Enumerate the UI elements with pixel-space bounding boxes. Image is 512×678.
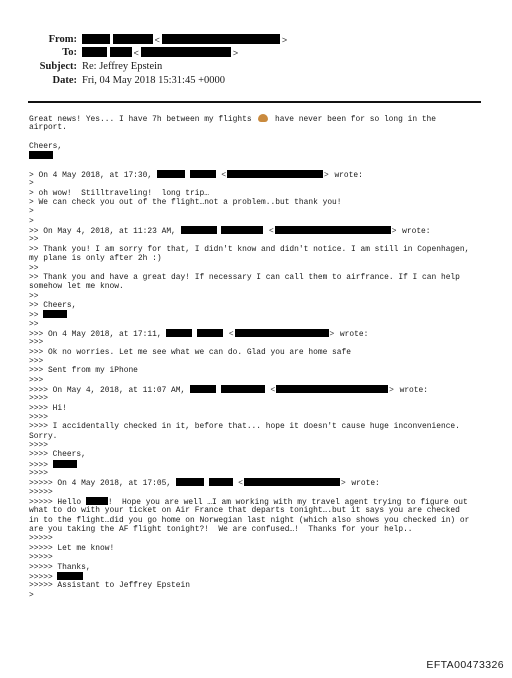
quote-line: > bbox=[29, 590, 34, 600]
to-label: To: bbox=[62, 47, 77, 58]
redaction-bar bbox=[86, 497, 108, 505]
quote-line: > bbox=[29, 216, 34, 226]
header-divider bbox=[28, 101, 481, 103]
quote-line: > We can check you out of the flight…not a problem..but thank you! bbox=[29, 198, 342, 208]
quote-line: >>>> Hi! bbox=[29, 403, 67, 413]
quote-line: >>>> bbox=[29, 394, 48, 404]
monkey-emoji-icon bbox=[258, 114, 268, 122]
date-value: Fri, 04 May 2018 15:31:45 +0000 bbox=[82, 75, 226, 86]
quote-line: >>>>> bbox=[29, 572, 499, 581]
redaction-bar bbox=[57, 572, 83, 580]
redaction-bar bbox=[157, 170, 185, 178]
date-row bbox=[0, 74, 512, 88]
redaction-bar bbox=[181, 226, 217, 234]
quote-line: >> bbox=[29, 235, 39, 245]
body-line: Cheers, bbox=[29, 142, 63, 152]
quote-header: >>>>> On 4 May 2018, at 17:05, < > wrote: bbox=[29, 478, 380, 489]
quote-header: >>>> On May 4, 2018, at 11:07 AM, < > wrote: bbox=[29, 384, 428, 395]
quote-line: >>>> bbox=[29, 460, 499, 469]
redaction-bar bbox=[190, 170, 216, 178]
quote-line: >>>>> Hello ! Hope you are well …I am working with my travel agent trying to figure out bbox=[29, 498, 468, 508]
quote-line: > oh wow! Stilltraveling! long trip… bbox=[29, 188, 209, 198]
to-value: < > bbox=[82, 46, 240, 61]
quote-header: > On 4 May 2018, at 17:30, < > wrote: bbox=[29, 170, 363, 181]
quote-line: >>>> bbox=[29, 469, 48, 479]
redaction-bar bbox=[190, 385, 216, 393]
redaction-bar bbox=[176, 478, 204, 486]
quote-line: >>> bbox=[29, 375, 44, 385]
redaction-bar bbox=[162, 34, 280, 44]
quote-line: in to the flight…did you go home on Norwegian last night (which also shows you checked in) or bbox=[29, 515, 470, 525]
quote-line: >> Thank you and have a great day! If necessary I can call them to airfrance. If I can help bbox=[29, 272, 460, 282]
redaction-bar bbox=[221, 226, 263, 234]
redaction-bar bbox=[110, 47, 132, 57]
quote-line: >> Thank you! I am sorry for that, I didn't know and didn't notice. I am still in Copenhagen, bbox=[29, 244, 470, 254]
redaction-bar bbox=[209, 478, 233, 486]
quote-line: >>>> Cheers, bbox=[29, 450, 86, 460]
quote-line: >>>> bbox=[29, 413, 48, 422]
quote-line: >>>>> bbox=[29, 553, 53, 563]
body-line: airport. bbox=[29, 123, 67, 133]
date-label: Date: bbox=[52, 75, 77, 86]
quote-line: >>> bbox=[29, 356, 44, 366]
quote-line: >>>> bbox=[29, 441, 48, 451]
quote-line: >> bbox=[29, 319, 39, 329]
quote-line: >>>>> Let me know! bbox=[29, 543, 115, 553]
email-body bbox=[29, 114, 499, 600]
quote-line: >>> bbox=[29, 338, 44, 348]
from-value: < > bbox=[82, 33, 289, 48]
redaction-bar bbox=[276, 385, 388, 393]
quote-line: >> bbox=[29, 291, 39, 301]
signature-line bbox=[29, 151, 499, 160]
subject-value: Re: Jeffrey Epstein bbox=[82, 61, 163, 72]
redaction-bar bbox=[82, 34, 110, 44]
quote-line: Sorry. bbox=[29, 431, 58, 441]
quote-line: what to do with your ticket on Air France that departs tonight….but it says you are checked bbox=[29, 506, 460, 516]
subject-row bbox=[0, 60, 512, 74]
to-row bbox=[0, 46, 512, 60]
quote-header: >> On May 4, 2018, at 11:23 AM, < > wrote: bbox=[29, 226, 431, 237]
quote-line: > bbox=[29, 179, 34, 189]
quote-line: >> Cheers, bbox=[29, 300, 77, 310]
redaction-bar bbox=[227, 170, 323, 178]
redaction-bar bbox=[235, 329, 329, 337]
quote-line: somehow let me know. bbox=[29, 282, 124, 292]
quote-line: my plane is only after 2h :) bbox=[29, 254, 162, 264]
redaction-bar bbox=[141, 47, 231, 57]
from-label: From: bbox=[48, 34, 77, 45]
redaction-bar bbox=[82, 47, 107, 57]
body-line: Great news! Yes... I have 7h between my flights have never been for so long in the bbox=[29, 115, 437, 124]
quote-line: >>>>> Assistant to Jeffrey Epstein bbox=[29, 581, 190, 591]
quote-line: >> bbox=[29, 310, 499, 319]
subject-label: Subject: bbox=[39, 61, 77, 72]
quote-line: >>>>> bbox=[29, 534, 53, 544]
redaction-bar bbox=[113, 34, 153, 44]
quote-line: >>> Ok no worries. Let me see what we can do. Glad you are home safe bbox=[29, 347, 351, 357]
quote-line: >>>>> bbox=[29, 487, 53, 497]
from-row bbox=[0, 33, 512, 47]
quote-line: >> bbox=[29, 263, 39, 273]
redaction-bar bbox=[275, 226, 391, 234]
quote-line: are you taking the AF flight tonight?! We are confused…! Thanks for your help.. bbox=[29, 525, 413, 535]
document-id: EFTA00473326 bbox=[426, 659, 504, 671]
redaction-bar bbox=[197, 329, 223, 337]
quote-line: > bbox=[29, 207, 34, 217]
redaction-bar bbox=[221, 385, 265, 393]
quote-line: >>> Sent from my iPhone bbox=[29, 366, 138, 376]
redaction-bar bbox=[244, 478, 340, 486]
quote-header: >>> On 4 May 2018, at 17:11, < > wrote: bbox=[29, 328, 369, 339]
redaction-bar bbox=[53, 460, 77, 468]
redaction-bar bbox=[166, 329, 192, 337]
redaction-bar bbox=[29, 151, 53, 159]
quote-line: >>>> I accidentally checked in it, before that... hope it doesn't cause huge inconvenience. bbox=[29, 422, 460, 432]
redaction-bar bbox=[43, 310, 67, 318]
quote-line: >>>>> Thanks, bbox=[29, 562, 91, 572]
